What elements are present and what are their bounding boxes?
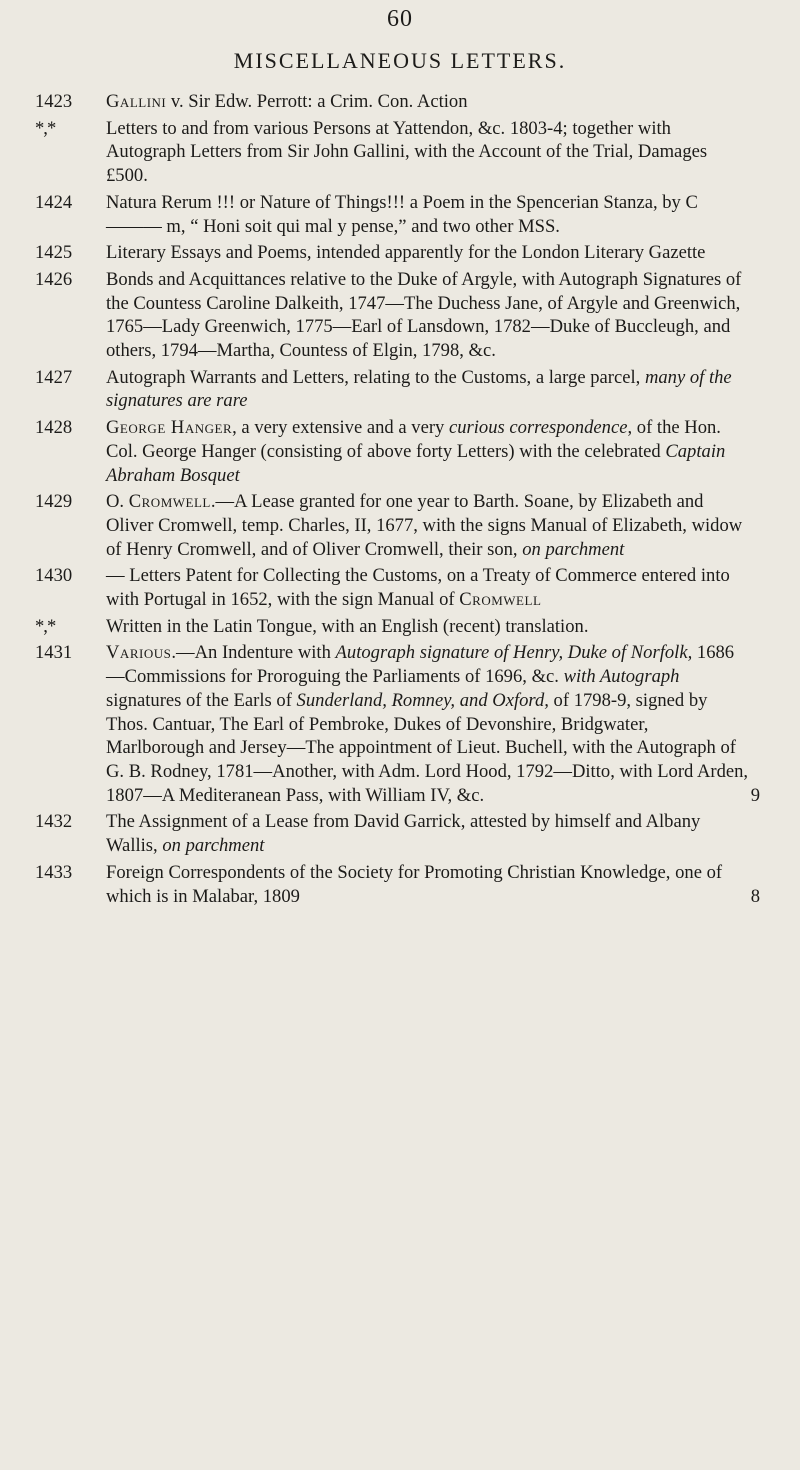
entry-text: curious correspondence — [448, 417, 628, 439]
entry-description — [106, 417, 725, 485]
entry-text: Letters to and from various Persons at Yattendon, &c. 1803-4; together with Autograph Letters from Sir John Gallini, with the Account of the Trial, Damages £500. — [106, 117, 708, 187]
catalogue-entry — [35, 810, 750, 857]
entry-description — [106, 811, 700, 856]
catalogue-entry — [35, 416, 750, 487]
catalogue-entry — [35, 241, 750, 265]
catalogue-entry — [35, 490, 750, 561]
entry-text: with Autograph — [563, 666, 680, 688]
section-title: MISCELLANEOUS LETTERS. — [233, 48, 567, 73]
entry-description — [106, 565, 730, 610]
entry-text: signatures of the Earls of — [106, 689, 297, 711]
entry-description — [106, 91, 468, 112]
price-mark: 9 — [750, 784, 760, 806]
catalogue-entry — [35, 861, 760, 908]
catalogue-entry — [35, 117, 750, 188]
lot-number: 1428 — [35, 417, 73, 439]
lot-number: 1426 — [35, 268, 73, 290]
entry-text: Foreign Correspondents of the Society for Promoting Christian Knowledge, one of which is in Malabar, 1809 — [106, 861, 723, 907]
entry-text: The Assignment of a Lease from David Garrick, attested by himself and Albany Wallis, — [106, 811, 701, 857]
lot-number: 1430 — [35, 565, 73, 587]
entry-text: Sunderland, Romney, and Oxford, — [296, 689, 549, 711]
entry-text: .—A Lease granted for one year to Barth. Soane, by Elizabeth and Oliver Cromwell, temp. Charles, II, 1677, with the signs Manual of Elizabeth, widow of Henry Cromwell, and of Oliver Cromwell, their son, — [106, 491, 743, 560]
entry-text: Written in the Latin Tongue, with an English (recent) translation. — [106, 615, 589, 637]
entry-description — [106, 192, 698, 237]
page-number: 60 — [387, 6, 413, 32]
entry-text: v. Sir Edw. Perrott: a Crim. Con. Action — [166, 91, 468, 112]
entry-text: Various — [106, 642, 172, 664]
entry-text: Bonds and Acquittances relative to the Duke of Argyle, with Autograph Signatures of the Countess Caroline Dalkeith, 1747—The Duchess Jane, of Argyle and Greenwich, 1765—Lady Greenwich, 1775—Earl of Lansdown, 1782—Duke of Buccleugh, and others, 1794—Martha, Countess of Elgin, 1798, &c. — [106, 268, 742, 362]
entry-text: on parchment — [162, 835, 265, 857]
catalogue-entry — [35, 615, 750, 639]
price-mark: 8 — [750, 885, 760, 907]
lot-number: *,* — [35, 117, 56, 139]
entry-text: Cromwell — [459, 589, 542, 611]
entry-text: , a very extensive and a very — [232, 417, 449, 439]
catalogue-entry — [35, 366, 750, 413]
entry-text: on parchment — [522, 538, 625, 560]
entry-text: — Letters Patent for Collecting the Customs, on a Treaty of Commerce entered into with Portugal in 1652, with the sign Manual of — [106, 565, 730, 611]
lot-number: 1433 — [35, 861, 73, 883]
lot-number: 1429 — [35, 491, 73, 513]
entry-list — [35, 90, 760, 911]
catalogue-entry — [35, 564, 750, 611]
entry-text: Autograph signature of Henry, Duke of Norfolk, — [335, 642, 693, 664]
entry-text: , of the Hon. Col. George Hanger (consisting of above forty Letters) with the celebrated — [106, 417, 721, 462]
entry-description — [106, 367, 732, 412]
entry-description — [106, 269, 741, 361]
lot-number: 1427 — [35, 366, 73, 388]
entry-description — [106, 862, 722, 907]
entry-text: Literary Essays and Poems, intended apparently for the London Literary Gazette — [106, 242, 706, 264]
catalogue-entry — [35, 90, 750, 114]
entry-text: Captain Abraham Bosquet — [106, 440, 726, 486]
entry-text: of 1798-9, signed by Thos. Cantuar, The Earl of Pembroke, Dukes of Devonshire, Bridgwater, Marlborough and Jersey—The appointment of Lieut. Buchell, with the Autograph of G. B. Rodney, 1781—Another, with Adm. Lord Hood, 1792—Ditto, with Lord Arden, 1807—A Mediteranean Pass, with William IV, &c. — [106, 689, 749, 806]
lot-number: 1425 — [35, 242, 73, 264]
catalogue-entry — [35, 191, 750, 238]
catalogue-entry — [35, 641, 760, 807]
entry-text: Natura Rerum !!! or Nature of Things!!! a Poem in the Spencerian Stanza, by C——— m, “ Honi soit qui mal y pense,” and two other MSS. — [106, 191, 698, 237]
catalogue-entry — [35, 268, 750, 363]
entry-text: Gallini — [106, 91, 167, 112]
lot-number: 1432 — [35, 811, 73, 833]
entry-text: Autograph Warrants and Letters, relating to the Customs, a large parcel, — [106, 366, 645, 388]
entry-text: 1686—Commissions for Proroguing the Parliaments of 1696, &c. — [106, 642, 735, 688]
lot-number: 1431 — [35, 642, 73, 664]
lot-number: 1424 — [35, 191, 73, 213]
entry-text: many of the signatures are rare — [106, 366, 732, 412]
entry-description — [106, 616, 588, 637]
entry-text: Cromwell — [128, 491, 211, 513]
entry-description — [106, 242, 705, 263]
lot-number: *,* — [35, 615, 56, 637]
entry-text: .—An Indenture with — [171, 642, 336, 664]
entry-text: George Hanger — [106, 417, 233, 439]
entry-description — [106, 118, 707, 186]
entry-description — [106, 491, 742, 559]
entry-text: O. — [106, 491, 129, 513]
entry-description — [106, 642, 748, 805]
lot-number: 1423 — [35, 91, 73, 112]
